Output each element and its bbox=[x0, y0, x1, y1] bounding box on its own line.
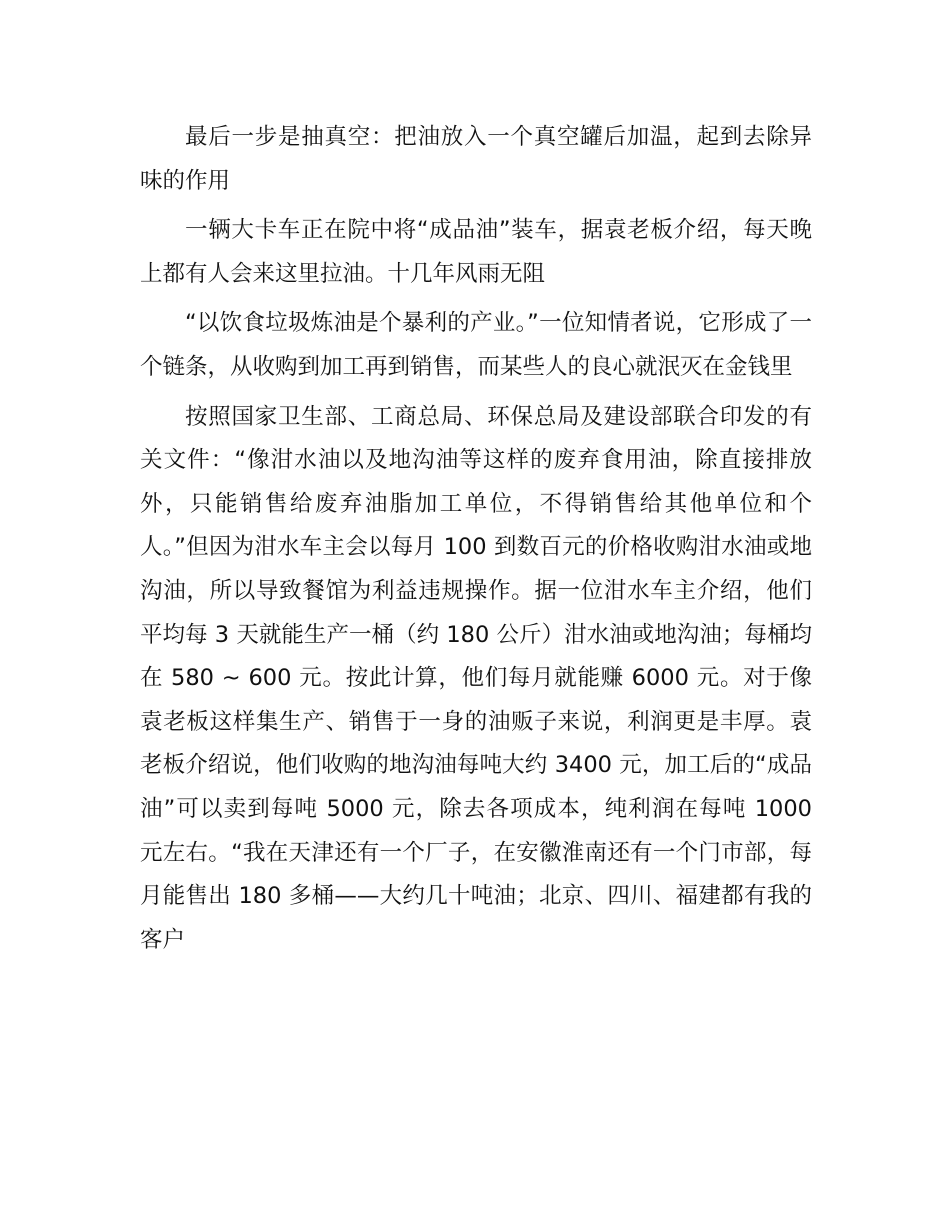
document-page bbox=[140, 116, 812, 968]
paragraph-regulations-profit: 按照国家卫生部、工商总局、环保总局及建设部联合印发的有关文件：“像泔水油以及地沟油等这样的废弃食用油，除直接排放外，只能销售给废弃油脂加工单位，不得销售给其他单位和个人。”但因为泔水车主会以每月 100 到数百元的价格收购泔水油或地沟油，所以导致餐馆为利益违规操作。据一位泔水车主介绍，他们平均每 3 天就能生产一桶（约 180 公斤）泔水油或地沟油；每桶均在 580 ~ 600 元。按此计算，他们每月就能赚 6000 元。对于像袁老板这样集生产、销售于一身的油贩子来说，利润更是丰厚。袁老板介绍说，他们收购的地沟油每吨大约 3400 元，加工后的“成品油”可以卖到每吨 5000 元，除去各项成本，纯利润在每吨 1000 元左右。“我在天津还有一个厂子，在安徽淮南还有一个门市部，每月能售出 180 多桶——大约几十吨油；北京、四川、福建都有我的客户 bbox=[140, 403, 812, 953]
paragraph-truck-loading: 一辆大卡车正在院中将“成品油”装车，据袁老板介绍，每天晚上都有人会来这里拉油。十几年风雨无阻 bbox=[140, 217, 812, 287]
paragraph-vacuum-step: 最后一步是抽真空：把油放入一个真空罐后加温，起到去除异味的作用 bbox=[140, 124, 812, 194]
paragraph-insider-quote: “以饮食垃圾炼油是个暴利的产业。”一位知情者说，它形成了一个链条，从收购到加工再到销售，而某些人的良心就泯灭在金钱里 bbox=[140, 310, 812, 380]
